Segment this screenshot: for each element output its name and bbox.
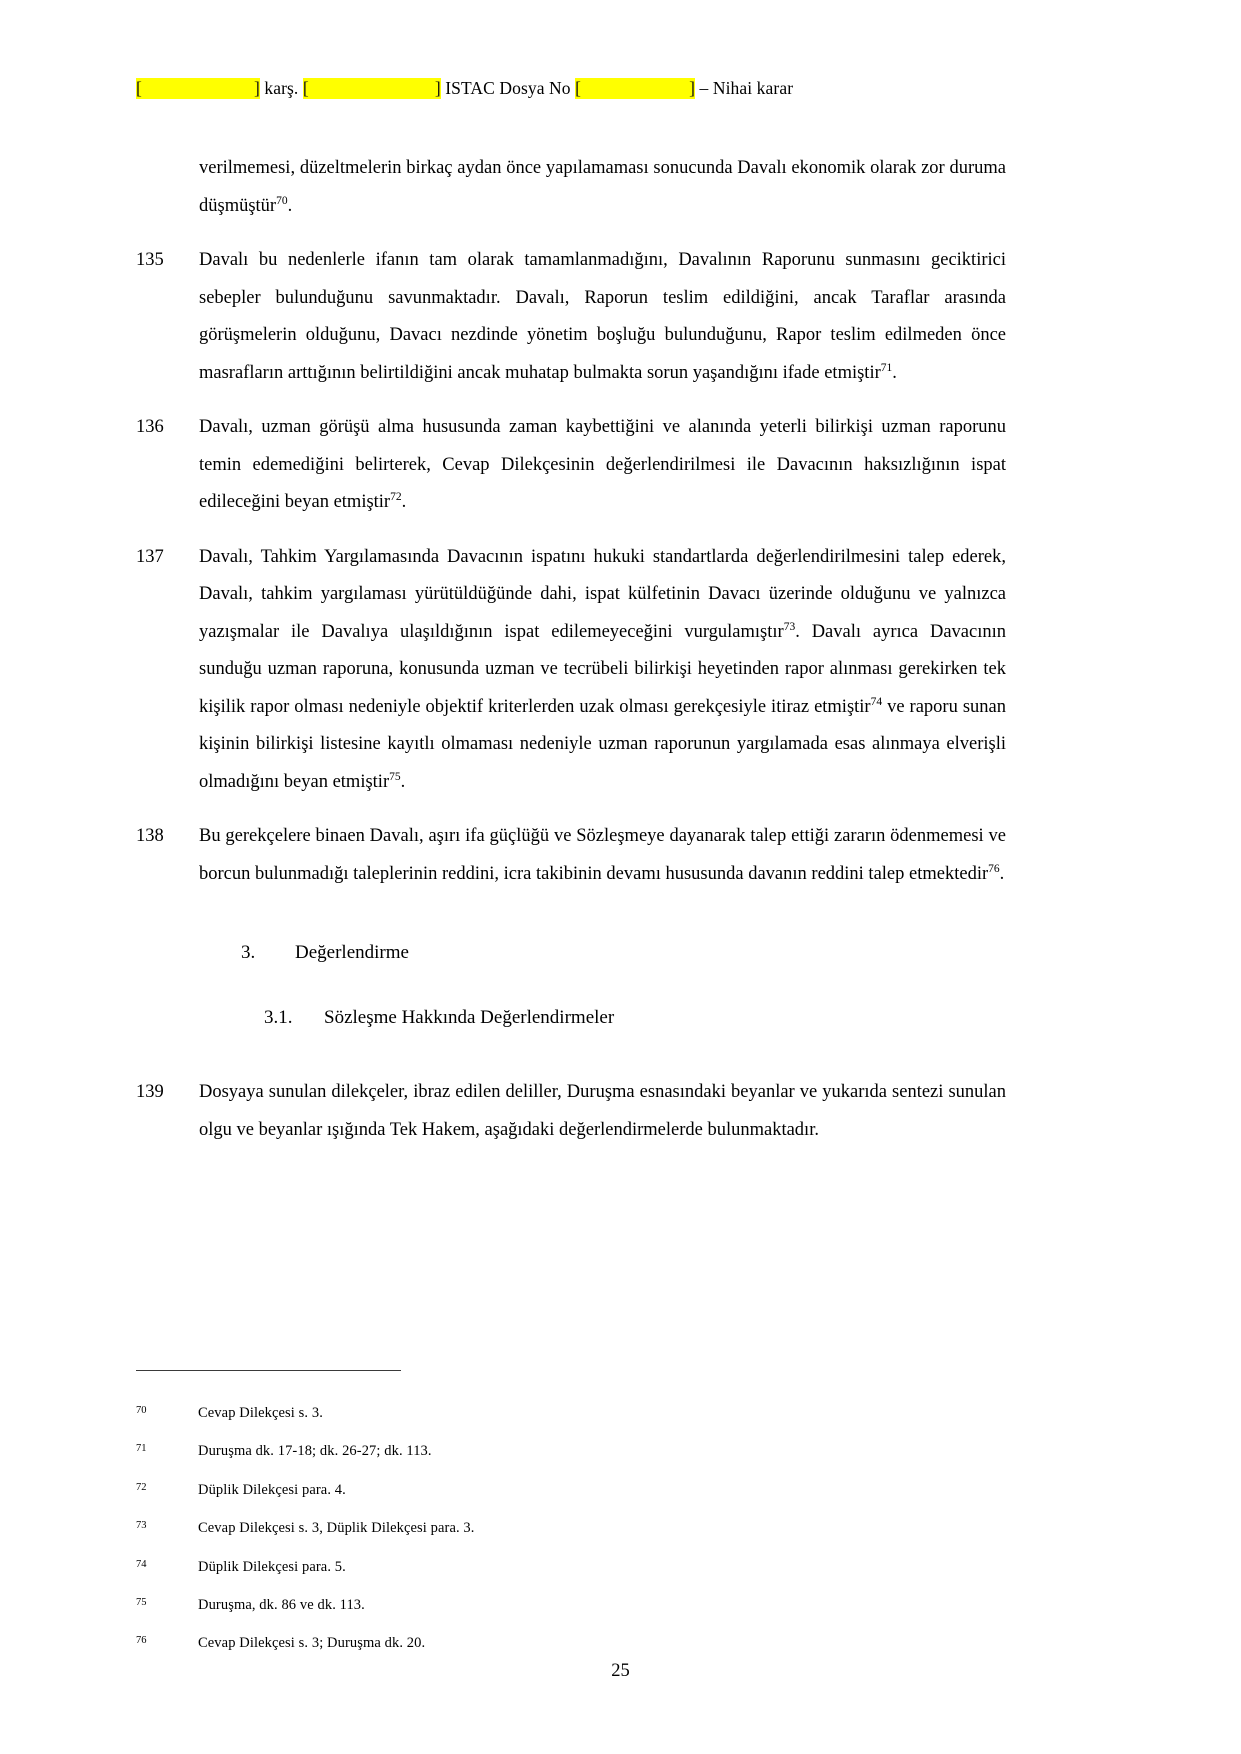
paragraph-number: 136	[136, 417, 164, 437]
paragraph-continuation	[136, 150, 1006, 225]
redacted-party-claimant	[136, 78, 260, 99]
paragraph-number: 135	[136, 250, 164, 270]
footnote-ref-75[interactable]: 75	[389, 770, 401, 783]
paragraph-body	[199, 539, 1006, 802]
paragraph-137	[136, 539, 1006, 802]
footnote-74	[136, 1559, 1006, 1576]
body-text-area	[136, 150, 1006, 1166]
footnote-text: Duruşma dk. 17-18; dk. 26-27; dk. 113.	[198, 1443, 432, 1460]
paragraph-136	[136, 409, 1006, 522]
section-heading-3-1	[136, 1006, 1006, 1031]
section-heading-3	[136, 941, 1006, 966]
footnote-70	[136, 1405, 1006, 1422]
footnote-text: Cevap Dilekçesi s. 3, Düplik Dilekçesi para. 3.	[198, 1520, 475, 1537]
paragraph-text: Davalı, uzman görüşü alma hususunda zaman kaybettiğini ve alanında yeterli bilirkişi uzman raporunu temin edemediğini belirterek, Cevap Dilekçesinin değerlendirilmesi ile Davacının haksızlığının ispat edileceğini beyan etmiştir	[199, 417, 1006, 512]
footnote-71	[136, 1443, 1006, 1460]
paragraph-139	[136, 1074, 1006, 1149]
footnote-text: Düplik Dilekçesi para. 5.	[198, 1558, 346, 1575]
footnote-text: Düplik Dilekçesi para. 4.	[198, 1481, 346, 1498]
footnote-marker: 71	[136, 1443, 147, 1455]
subsection-title: Sözleşme Hakkında Değerlendirmeler	[324, 1006, 615, 1028]
footnote-76	[136, 1635, 1006, 1652]
footnote-separator-rule	[136, 1370, 401, 1371]
footnote-73	[136, 1520, 1006, 1537]
header-case-label: ISTAC Dosya No	[445, 78, 571, 98]
footnote-ref-70[interactable]: 70	[276, 194, 288, 207]
footnote-ref-76[interactable]: 76	[988, 862, 1000, 875]
running-header	[136, 78, 1105, 99]
footnote-marker: 74	[136, 1558, 147, 1570]
paragraph-text: Davalı bu nedenlerle ifanın tam olarak tamamlanmadığını, Davalının Raporunu sunmasını geciktirici sebepler bulunduğunu savunmaktadır. Davalı, Raporun teslim edildiğini, ancak Taraflar arasında görüşmelerin olduğunu, Davacı nezdinde yönetim boşluğu bulunduğunu, Rapor teslim edilmeden önce masrafların arttığının belirtildiğini ancak muhatap bulmakta sorun yaşandığını ifade etmiştir	[199, 250, 1006, 383]
paragraph-text-part-3: ve raporu sunan kişinin bilirkişi listesine kayıtlı olmaması nedeniyle uzman raporunun yargılamada esas alınmaya elverişli olmadığını beyan etmiştir	[199, 696, 1006, 792]
footnote-72	[136, 1482, 1006, 1499]
paragraph-body	[199, 150, 1006, 225]
section-number: 3.	[241, 942, 256, 963]
paragraph-number: 137	[136, 546, 164, 567]
footnote-text: Cevap Dilekçesi s. 3.	[198, 1405, 323, 1421]
paragraph-tail: .	[892, 362, 897, 383]
paragraph-text-part-1: Davalı, Tahkim Yargılamasında Davacının ispatını hukuki standartlarda değerlendirilmesini talep ederek, Davalı, tahkim yargılaması yürütüldüğünde dahi, ispat külfetinin Davacı üzerinde olduğunu ve yalnızca yazışmalar ile Davalıya ulaşıldığının ispat edilemeyeceğini vurgulamıştır	[199, 546, 1006, 642]
paragraph-text: verilmemesi, düzeltmelerin birkaç aydan önce yapılamaması sonucunda Davalı ekonomik olarak zor duruma düşmüştür	[199, 158, 1006, 216]
paragraph-138	[136, 818, 1006, 893]
bracket-open: [	[575, 78, 582, 98]
header-decision-label: – Nihai karar	[699, 78, 794, 98]
paragraph-body	[199, 1074, 1006, 1149]
footnote-marker: 70	[136, 1405, 147, 1416]
bracket-close: ]	[689, 78, 696, 98]
page-number: 25	[611, 1661, 630, 1681]
paragraph-tail: .	[400, 771, 406, 792]
footnote-marker: 76	[136, 1635, 147, 1647]
footnote-ref-71[interactable]: 71	[880, 361, 893, 374]
paragraph-text: Dosyaya sunulan dilekçeler, ibraz edilen deliller, Duruşma esnasındaki beyanlar ve yukarıda sentezi sunulan olgu ve beyanlar ışığında Tek Hakem, aşağıdaki değerlendirmelerde bulunmaktadır.	[199, 1082, 1006, 1140]
bracket-open: [	[302, 78, 309, 98]
bracket-close: ]	[434, 78, 441, 98]
footnote-area	[136, 1370, 1006, 1674]
paragraph-135	[136, 242, 1006, 392]
paragraph-number: 138	[136, 826, 164, 846]
paragraph-text-part-2: . Davalı ayrıca Davacının sunduğu uzman raporuna, konusunda uzman ve tecrübeli bilirkişi heyetinden rapor alınması gerekirken tek kişilik rapor olması nedeniyle objektif kriterlerden uzak olması gerekçesiyle itiraz etmiştir	[199, 621, 1006, 717]
paragraph-tail: .	[999, 863, 1005, 884]
footnote-text: Duruşma, dk. 86 ve dk. 113.	[198, 1596, 365, 1613]
footnote-ref-74[interactable]: 74	[870, 695, 883, 708]
bracket-open: [	[136, 78, 142, 98]
paragraph-body	[199, 818, 1006, 893]
paragraph-body	[199, 242, 1006, 392]
footnote-ref-73[interactable]: 73	[783, 620, 796, 633]
redacted-party-respondent	[303, 78, 441, 99]
section-title: Değerlendirme	[295, 942, 409, 963]
footnote-text: Cevap Dilekçesi s. 3; Duruşma dk. 20.	[198, 1635, 426, 1652]
paragraph-text: Bu gerekçelere binaen Davalı, aşırı ifa güçlüğü ve Sözleşmeye dayanarak talep ettiği zararın ödenmemesi ve borcun bulunmadığı taleplerinin reddini, icra takibinin devamı hususunda davanın reddini talep etmektedir	[199, 826, 1006, 884]
paragraph-number: 139	[136, 1082, 164, 1103]
footnote-marker: 75	[136, 1596, 147, 1608]
footnote-75	[136, 1597, 1006, 1614]
header-karsi-text: karş.	[264, 78, 299, 98]
paragraph-body	[199, 409, 1006, 522]
footnote-marker: 73	[136, 1520, 147, 1532]
bracket-close: ]	[253, 78, 260, 98]
paragraph-tail: .	[287, 195, 293, 216]
footnote-marker: 72	[136, 1481, 147, 1493]
paragraph-tail: .	[401, 492, 407, 512]
footnote-ref-72[interactable]: 72	[390, 490, 402, 503]
subsection-number: 3.1.	[264, 1006, 293, 1028]
redacted-case-number	[575, 78, 695, 99]
